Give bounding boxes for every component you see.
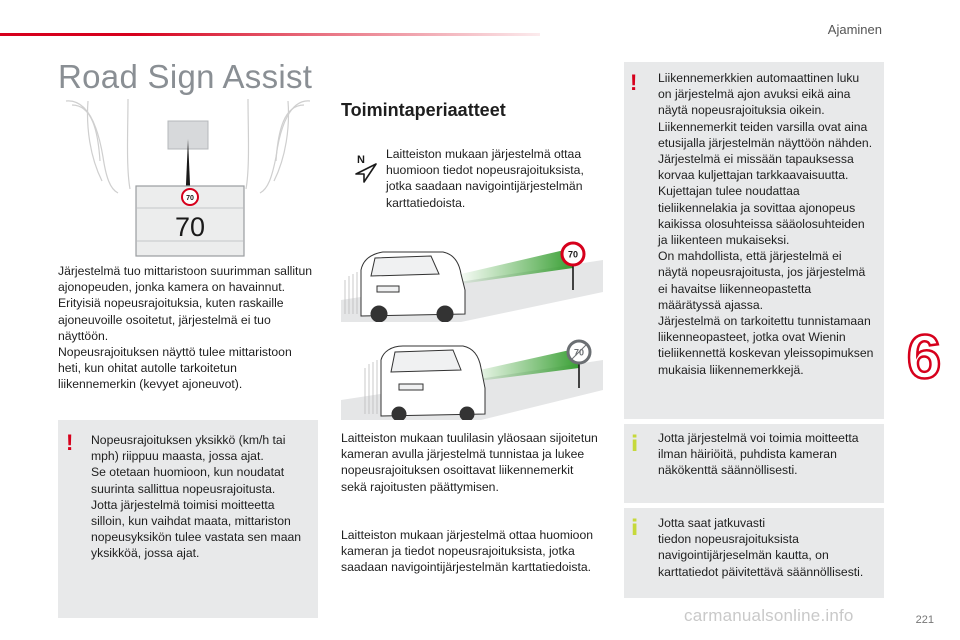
map-text: [341, 527, 611, 576]
exclamation-icon: !: [66, 430, 74, 455]
instrument-cluster-illustration: [58, 97, 318, 259]
warning-line: ja liikenteen mukaiseksi.: [658, 233, 790, 248]
camera-info-text: [658, 430, 882, 479]
warning-line: tieliikennettä koskevan yleissopimuksen: [658, 346, 874, 361]
unit-warning-text: [91, 432, 316, 562]
warning-line: näytä nopeusrajoituksia oikein.: [658, 103, 825, 118]
van-camera-illustration: [341, 240, 603, 322]
nav-icon-letter: N: [357, 154, 365, 166]
camera-line: sekä rajoitusten päättymisen.: [341, 479, 499, 494]
section-heading: Toimintaperiaatteet: [341, 100, 506, 120]
warning-line: näytä nopeusrajoitusta, jos järjestelmä: [658, 265, 866, 280]
warning-line: On mahdollista, että järjestelmä ei: [658, 249, 842, 264]
intro-line: näyttöön.: [58, 328, 109, 343]
page-number: 221: [915, 614, 934, 626]
chapter-number: 6: [906, 323, 942, 390]
warning-line: mukaisia liikennemerkkejä.: [658, 362, 804, 377]
warning-line: Nopeusrajoituksen yksikkö (km/h tai: [91, 433, 286, 447]
cluster-speed-sign-value: 70: [186, 195, 194, 202]
header-accent-line: [0, 33, 540, 36]
warning-line: Järjestelmä ei missään tapauksessa: [658, 152, 854, 167]
info-line: karttatiedot päivitettävä säännöllisesti.: [658, 564, 864, 579]
nav-line: karttatiedoista.: [386, 195, 466, 210]
camera-text: [341, 430, 611, 495]
warning-line: kaikissa olosuhteissa sääolosuhteiden: [658, 216, 865, 231]
info-i-icon: i: [631, 432, 639, 456]
map-line: saadaan navigointijärjestelmän karttatiedoista.: [341, 560, 591, 575]
warning-line: liikenneopasteet, jotka ovat Wienin: [658, 330, 846, 345]
warning-line: ei havaitse liikenneopastetta: [658, 281, 812, 296]
van-body: [361, 252, 465, 322]
warning-line: mph) riippuu maasta, jossa ajat.: [91, 449, 264, 464]
section-label: Ajaminen: [827, 22, 882, 37]
map-line: Laitteiston mukaan järjestelmä ottaa huomioon: [341, 528, 594, 542]
info-line: Jotta järjestelmä voi toimia moitteetta: [658, 431, 859, 445]
info-line: navigointijärjeselmän kautta, on: [658, 548, 829, 563]
watermark: carmanualsonline.info: [684, 606, 854, 625]
camera-line: Laitteiston mukaan tuulilasin yläosaan sijoitetun: [341, 431, 598, 445]
info-line: ilman häiriöitä, puhdista kameran: [658, 447, 837, 462]
map-line: kameran ja tiedot nopeusrajoituksista, jotka: [341, 544, 575, 559]
map-info-text: [658, 515, 882, 580]
van-body: [381, 346, 485, 420]
warning-line: Järjestelmä on tarkoitettu tunnistamaan: [658, 314, 871, 329]
chapter-number-mark: [898, 322, 950, 390]
intro-line: Erityisiä nopeusrajoituksia, kuten raskaille: [58, 296, 284, 311]
info-line: tiedon nopeusrajoituksista: [658, 532, 799, 547]
cluster-speed-value: 70: [174, 212, 206, 242]
intro-line: ajonopeuden, jonka kamera on havainnut.: [58, 280, 285, 295]
warning-line: Liikennemerkit teiden varsilla ovat aina: [658, 119, 868, 134]
info-i-icon: i: [631, 516, 639, 540]
intro-line: liikennemerkin (kevyet ajoneuvot).: [58, 377, 243, 392]
page-title: Road Sign Assist: [58, 58, 313, 95]
warning-line: Kujettajan tulee noudattaa: [658, 184, 800, 199]
exclamation-icon: !: [630, 70, 638, 95]
van-end-limit-illustration: [341, 338, 603, 420]
intro-text: [58, 263, 323, 393]
intro-line: Nopeusrajoituksen näyttö tulee mittaristoon: [58, 345, 292, 360]
warning-line: tieliikennelakia ja sovittaa ajonopeus: [658, 200, 856, 215]
intro-line: heti, kun ohitat autolle tarkoitetun: [58, 361, 237, 376]
info-line: näkökenttä säännöllisesti.: [658, 463, 798, 478]
intro-line: Järjestelmä tuo mittaristoon suurimman sallitun: [58, 264, 313, 278]
warning-line: silloin, kun vaihdat maata, mittariston: [91, 514, 291, 529]
warning-line: on järjestelmä ajon avuksi eikä aina: [658, 87, 851, 102]
warning-line: nopeusyksikön tulee vastata sen maan: [91, 530, 302, 545]
info-line: Jotta saat jatkuvasti: [658, 516, 766, 530]
camera-line: kameran avulla järjestelmä tunnistaa ja lukee: [341, 447, 585, 462]
intro-line: ajoneuvoille osoitetut, järjestelmä ei tuo: [58, 312, 271, 327]
warning-line: Liikennemerkkien automaattinen luku: [658, 71, 860, 85]
camera-line: nopeusrajoituksen osoittavat liikennemerkit: [341, 463, 574, 478]
warning-line: Se otetaan huomioon, kun noudatat: [91, 465, 285, 480]
warning-line: Jotta järjestelmä toimisi moitteetta: [91, 497, 275, 512]
warning-line: yksikköä, jossa ajat.: [91, 546, 200, 561]
speed-sign-red-value: 70: [567, 249, 579, 260]
warning-line: määrätyssä ajassa.: [658, 297, 763, 312]
nav-line: Laitteiston mukaan järjestelmä ottaa: [386, 147, 582, 161]
warning-line: korvaa kuljettajan tarkkaavaisuutta.: [658, 168, 849, 183]
warning-line: etusijalla järjestelmän näyttöön nähden.: [658, 135, 873, 150]
header-bar: [0, 0, 960, 40]
nav-line: huomioon tiedot nopeusrajoituksista,: [386, 163, 584, 178]
nav-line: jotka saadaan navigointijärjestelmän: [386, 179, 583, 194]
navigation-arrow-icon: [352, 152, 378, 186]
warning-line: suurinta sallittua nopeusrajoitusta.: [91, 481, 276, 496]
speed-sign-grey-value: 70: [573, 347, 585, 358]
reliability-warning-text: [658, 70, 882, 378]
nav-text: [386, 146, 606, 211]
